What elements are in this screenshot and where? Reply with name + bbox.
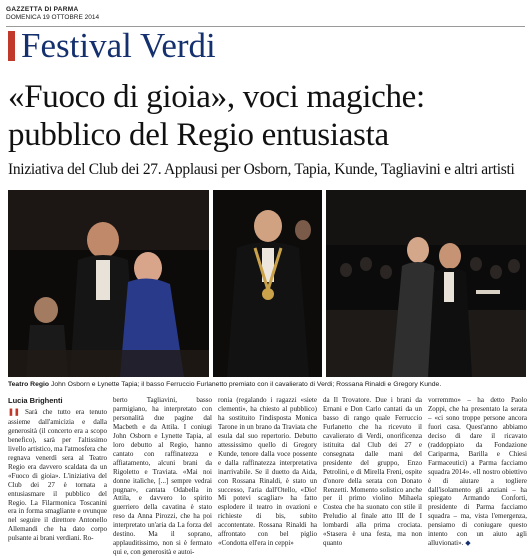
article-title: «Fuoco di gioia», voci magiche: pubblico del Regio entusiasta xyxy=(8,79,425,153)
kicker-accent-bar xyxy=(8,31,15,61)
column-2-text: berto Tagliavini, basso parmigiano, ha interpretato con personalità due pagine dal Macbeth e da Attila. I coniugi John Osborn e Lynette Tapia, al loro debutto al Regio, hanno cantato con raffinatezza e affiatamento, alcuni brani da Rigoletto e Traviata. «Mai noi donne italiche, [...] sempre vedrai pugnar», cantata Odabella in Attila, e davvero lo spirito guerriero della cavatina è stato reso da Anna Pirozzi, che ha poi interpretato un'aria da La forza del destino. Ma il soprano, applauditissimo, non si è fermato qui e, con generosità e autoi- xyxy=(113,396,212,557)
column-4-text: da Il Trovatore. Due i brani da Ernani e Don Carlo cantati da un basso di rango quale Ferruccio Furlanetto che ha ricevuto il cavalierato di Verdi, onorificenza istituita dal Club dei 27 e consegnata dalle mani del presidente del gruppo, Enzo Petrolini, e di Mirella Freni, ospite d'onore della serata con Donato Renzetti. Momento solistico anche per il primo violino Mihaela Costea che ha suonato con stile il Preludio al finale atto III de I lombardi alla prima crociata. «Stasera è una festa, ma non quanto xyxy=(323,396,422,548)
article-column-5 xyxy=(428,396,527,546)
lead-marker-icon: ❚❚ xyxy=(8,409,20,416)
section-kicker xyxy=(8,26,216,66)
column-5-text: vorremmo» – ha detto Paolo Zoppi, che ha presentato la serata – «ci sono troppe persone ancora fuori casa. Quest'anno abbiamo deciso di dare il ricavato (raddoppiato da Fondazione Cariparma, Barilla e Chiesi Farmaceutici) a Parma facciamo squadra 2014». «Il nostro obiettivo è di aiutare a togliere dall'isolamento gli anziani – ha spiegato Armando Conforti, presidente di Parma facciamo squadra – ma, vista l'emergenza, pensiamo di coniugare questo intento con un aiuto agli alluvionati». xyxy=(428,396,527,548)
kicker-text: Festival Verdi xyxy=(21,26,216,65)
byline: Lucia Brighenti xyxy=(8,396,63,405)
photo-strip xyxy=(8,190,526,377)
photo-rinaldi-kunde xyxy=(326,190,526,377)
caption-lead: Teatro Regio xyxy=(8,381,50,388)
caption-text: John Osborn e Lynette Tapia; il basso Ferruccio Furlanetto premiato con il cavalierato di Verdi; Rossana Rinaldi e Gregory Kunde. xyxy=(50,381,442,388)
publication-name: GAZZETTA DI PARMA xyxy=(6,6,79,13)
photo-osborn-tapia xyxy=(8,190,209,377)
article-column-3 xyxy=(218,396,317,546)
end-mark-icon: ◆ xyxy=(465,539,471,548)
publication-date: DOMENICA 19 OTTOBRE 2014 xyxy=(6,14,100,21)
article-column-4 xyxy=(323,396,422,546)
article-subtitle: Iniziativa del Club dei 27. Applausi per Osborn, Tapia, Kunde, Tagliavini e altri artisti xyxy=(8,161,515,178)
column-1-text: Sarà che tutto era tenuto assieme dall'amicizia e dalla generosità (il concerto era a scopo benefico), sarà per l'altissimo livello artistico, ma l'atmosfera che regnava venerdì sera al Teatro Regio era davvero scaldata da un «Fuoco di gioia». L'iniziativa del Club dei 27 è tornata a entusiasmare il pubblico del Regio. La Filarmonica Toscanini era in forma smagliante e ovunque nel seguire il direttore Antonello Allemandi che ha dato corpo pulsante ai brani verdiani. Ro- xyxy=(8,408,108,543)
photo-caption xyxy=(8,380,528,389)
photo-furlanetto xyxy=(213,190,322,377)
article-column-1 xyxy=(8,408,107,546)
column-3-text: ronia (regalando i ragazzi «siete clementi», ha chiesto al pubblico) ha sostituito l'indisposta Monica Tarone in un brano da Traviata che esula dal suo repertorio. Debutto attessissimo quello di Gregory Kunde, tenore dalla voce possente e dalla raffinatezza interpretativa inarrivabile. Se il duetto da Aida, con Rossana Rinaldi, è stato un successo, l'aria dall'Otello, «Dio! Mi potevi scagliar» ha fatto esplodere il teatro in ovazioni e richieste di bis, subito accontentate. Rossana Rinaldi ha affrontato con bel piglio «Condotta ell'era in ceppi» xyxy=(218,396,317,548)
masthead xyxy=(6,6,525,22)
article-column-2 xyxy=(113,396,212,557)
